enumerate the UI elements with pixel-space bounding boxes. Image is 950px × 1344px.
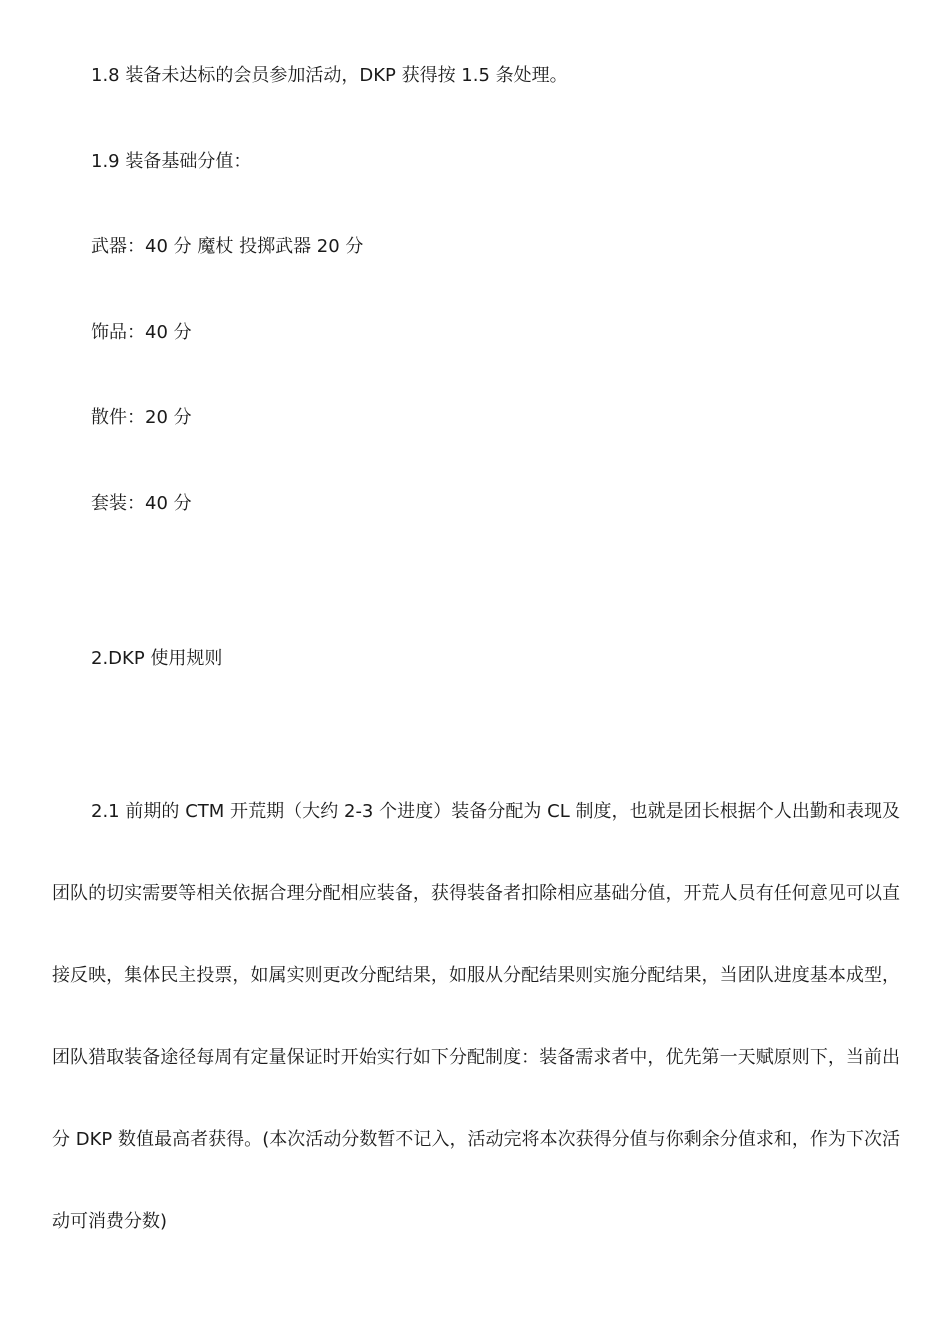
- rule-1-9-heading: 1.9 装备基础分值：: [91, 151, 252, 172]
- weapon-score: 武器：40 分 魔杖 投掷武器 20 分: [91, 236, 364, 257]
- section-2-heading: 2.DKP 使用规则: [91, 648, 223, 669]
- accessory-score: 饰品：40 分: [91, 322, 192, 343]
- rule-2-1-paragraph: 2.1 前期的 CTM 开荒期（大约 2-3 个进度）装备分配为 CL 制度，也就是团长根据个人出勤和表现及团队的切实需要等相关依据合理分配相应装备，获得装备者扣除相应基础分值，开荒人员有任何意见可以直接反映，集体民主投票，如属实则更改分配结果，如服从分配结果则实施分配结果，当团队进度基本成型，团队猎取装备途径每周有定量保证时开始实行如下分配制度：装备需求者中，优先第一天赋原则下，当前出分 DKP 数值最高者获得。(本次活动分数暂不记入，活动完将本次获得分值与你剩余分值求和，作为下次活动可消费分数): [52, 801, 900, 1232]
- rule-1-8: 1.8 装备未达标的会员参加活动，DKP 获得按 1.5 条处理。: [91, 65, 568, 86]
- set-score: 套装：40 分: [91, 493, 192, 514]
- loose-piece-score: 散件：20 分: [91, 407, 192, 428]
